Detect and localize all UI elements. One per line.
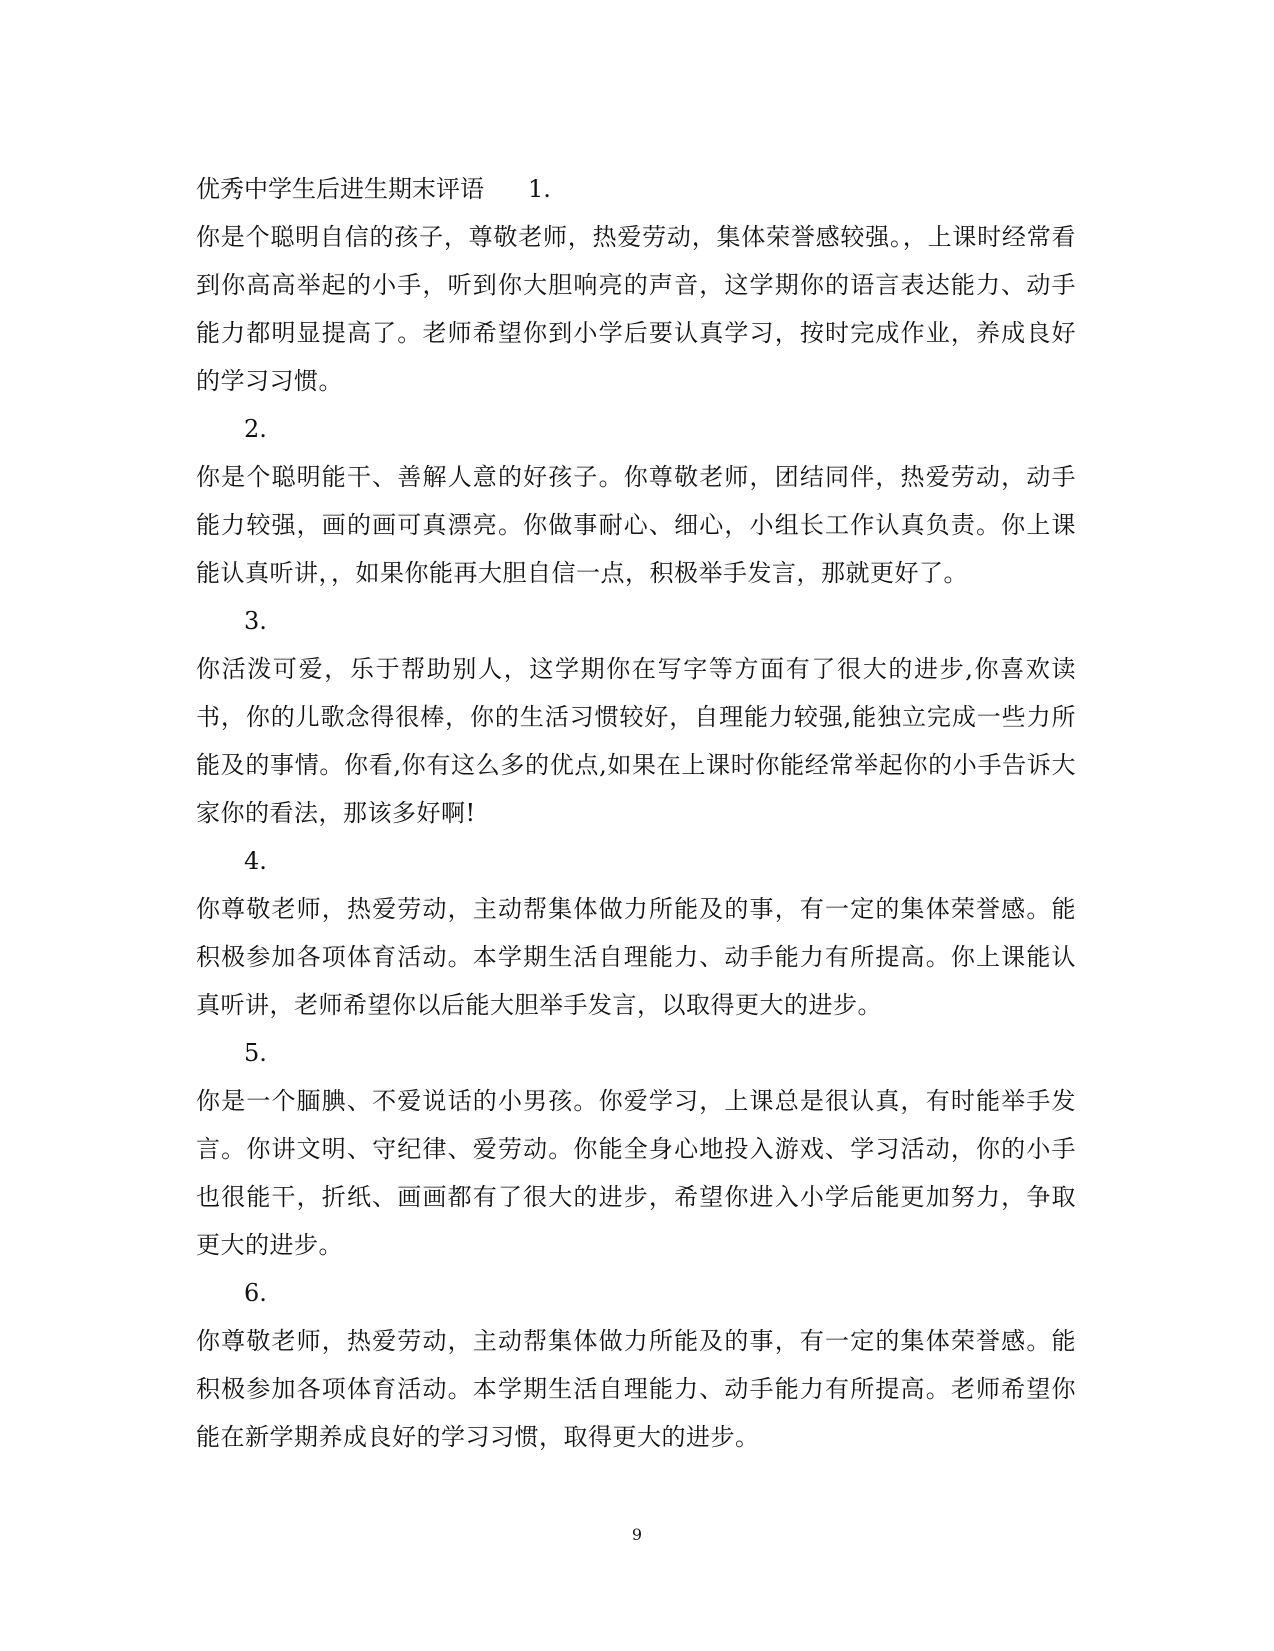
item-number-3: 3. [244,607,267,635]
comment-paragraph-6: 你尊敬老师，热爱劳动，主动帮集体做力所能及的事，有一定的集体荣誉感。能积极参加各项体育活动。本学期生活自理能力、动手能力有所提高。老师希望你能在新学期养成良好的学习习惯，取得更大的进步。 [196,1327,1076,1451]
item-number-2: 2. [244,415,267,443]
document-body [196,165,1076,1461]
item-number-1: 1. [528,175,551,203]
comment-paragraph-3: 你活泼可爱，乐于帮助别人，这学期你在写字等方面有了很大的进步,你喜欢读书，你的儿歌念得很棒，你的生活习惯较好，自理能力较强,能独立完成一些力所能及的事情。你看,你有这么多的优点,如果在上课时你能经常举起你的小手告诉大家你的看法，那该多好啊! [196,655,1076,827]
comment-paragraph-1: 你是个聪明自信的孩子，尊敬老师，热爱劳动，集体荣誉感较强。，上课时经常看到你高高举起的小手，听到你大胆响亮的声音，这学期你的语言表达能力、动手能力都明显提高了。老师希望你到小学后要认真学习，按时完成作业，养成良好的学习习惯。 [196,223,1076,395]
comment-paragraph-4: 你尊敬老师，热爱劳动，主动帮集体做力所能及的事，有一定的集体荣誉感。能积极参加各项体育活动。本学期生活自理能力、动手能力有所提高。你上课能认真听讲，老师希望你以后能大胆举手发言，以取得更大的进步。 [196,895,1076,1019]
comment-paragraph-5: 你是一个腼腆、不爱说话的小男孩。你爱学习，上课总是很认真，有时能举手发言。你讲文明、守纪律、爱劳动。你能全身心地投入游戏、学习活动，你的小手也很能干，折纸、画画都有了很大的进步，希望你进入小学后能更加努力，争取更大的进步。 [196,1087,1076,1259]
item-number-4: 4. [244,847,267,875]
item-number-5: 5. [244,1039,267,1067]
item-number-6: 6. [244,1279,267,1307]
page-number: 9 [631,1525,643,1544]
title-line [196,165,1076,213]
document-title: 优秀中学生后进生期末评语 [196,175,484,203]
comment-paragraph-2: 你是个聪明能干、善解人意的好孩子。你尊敬老师，团结同伴，热爱劳动，动手能力较强，画的画可真漂亮。你做事耐心、细心，小组长工作认真负责。你上课能认真听讲，，如果你能再大胆自信一点，积极举手发言，那就更好了。 [196,463,1076,587]
